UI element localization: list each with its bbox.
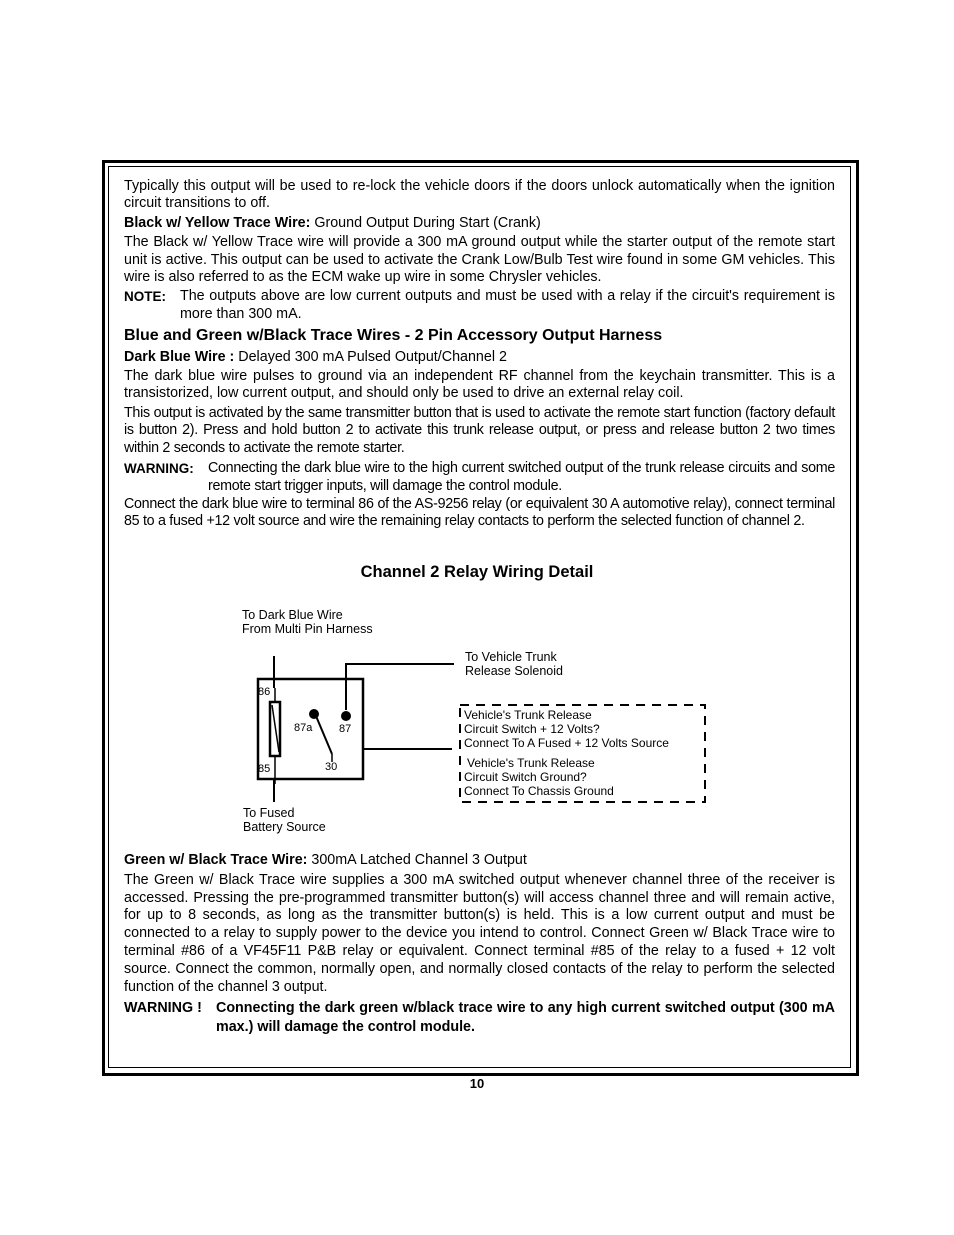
label-dark-blue-1: To Dark Blue Wire [242, 608, 343, 622]
note [124, 288, 835, 323]
green-desc: 300mA Latched Channel 3 Output [307, 852, 527, 868]
dark-blue-label: Dark Blue Wire : [124, 348, 235, 365]
box-line-2: Circuit Switch + 12 Volts? [464, 722, 600, 736]
box-line-5: Circuit Switch Ground? [464, 770, 587, 784]
box-line-1: Vehicle's Trunk Release [464, 708, 592, 722]
dark-blue-desc: Delayed 300 mA Pulsed Output/Channel 2 [234, 348, 507, 365]
warning-2 [124, 999, 835, 1037]
black-yellow-label: Black w/ Yellow Trace Wire: [124, 214, 311, 231]
diagram-title: Channel 2 Relay Wiring Detail [360, 563, 594, 581]
warning-2-label: WARNING ! [124, 1000, 202, 1017]
contact-87 [341, 711, 351, 721]
coil-slash [272, 705, 279, 752]
label-fused-2: Battery Source [243, 820, 326, 834]
intro-paragraph: Typically this output will be used to re-lock the vehicle doors if the doors unlock automatically when the ignition circuit transitions to off. [124, 178, 835, 212]
page-number: 10 [469, 1076, 485, 1091]
label-fused-1: To Fused [243, 806, 295, 820]
note-label: NOTE: [124, 289, 166, 305]
pin-87: 87 [339, 723, 352, 735]
box-line-4: Vehicle's Trunk Release [467, 756, 595, 770]
pin-85: 85 [258, 763, 271, 775]
dark-blue-body-2: This output is activated by the same transmitter button that is used to activate the remote start function (factory default is button 2). Press and hold button 2 to activate this trunk release output, or press and release button 2 two times within 2 seconds to activate the remote starter. [124, 404, 835, 456]
green-label: Green w/ Black Trace Wire: [124, 852, 308, 868]
dark-blue-line [124, 349, 835, 366]
warning-1 [124, 460, 835, 495]
dark-blue-body-1: The dark blue wire pulses to ground via an independent RF channel from the keychain transmitter. This is a transistorized, low current output, and should only be used to drive an external relay coil. [124, 368, 835, 402]
section-heading: Blue and Green w/Black Trace Wires - 2 Pin Accessory Output Harness [124, 327, 663, 345]
note-text: The outputs above are low current outputs and must be used with a relay if the circuit's requirement is more than 300 mA. [180, 288, 835, 322]
warning-2-text: Connecting the dark green w/black trace wire to any high current switched output (300 mA max.) will damage the control module. [216, 1000, 835, 1036]
black-yellow-line [124, 215, 835, 232]
label-trunk-2: Release Solenoid [465, 664, 563, 678]
box-line-6: Connect To Chassis Ground [464, 784, 614, 798]
connect-paragraph: Connect the dark blue wire to terminal 86 of the AS-9256 relay (or equivalent 30 A automotive relay), connect terminal 85 to a fused +12 volt source and wire the remaining relay contacts to perform the selected function of channel 2. [124, 495, 835, 530]
contact-arm [316, 716, 332, 754]
green-line [124, 852, 835, 870]
green-body: The Green w/ Black Trace wire supplies a 300 mA switched output whenever channel three of the receiver is accessed. Pressing the pre-programmed transmitter button(s) will access channel three and will remain active, for up to 8 seconds, as long as the transmitter button(s) is held. This is a low current output and must be connected to a relay to supply power to the device you intend to control. Connect Green w/ Black Trace wire to terminal #86 of a VF45F11 P&B relay or equivalent. Connect terminal #85 of the relay to a fused + 12 volt source. Connect the common, normally open, and normally closed contacts of the relay to perform the selected function of the channel 3 output. [124, 871, 835, 995]
label-trunk-1: To Vehicle Trunk [465, 650, 557, 664]
warning-1-label: WARNING: [124, 461, 194, 477]
label-dark-blue-2: From Multi Pin Harness [242, 622, 373, 636]
pin-86: 86 [258, 686, 271, 698]
box-line-3: Connect To A Fused + 12 Volts Source [464, 736, 669, 750]
pin-30: 30 [325, 761, 338, 773]
green-section [124, 852, 835, 1037]
black-yellow-body: The Black w/ Yellow Trace wire will provide a 300 mA ground output while the starter output of the remote start unit is active. This output can be used to activate the Crank Low/Bulb Test wire found in some GM vehicles. This wire is also referred to as the ECM wake up wire in some Chrysler vehicles. [124, 234, 835, 286]
black-yellow-desc: Ground Output During Start (Crank) [310, 214, 541, 231]
relay-wiring-diagram [236, 602, 716, 842]
pin-87a: 87a [294, 722, 313, 734]
warning-1-text: Connecting the dark blue wire to the high current switched output of the trunk release circuits and some remote start trigger inputs, will damage the control module. [208, 460, 835, 494]
main-text [124, 178, 835, 533]
